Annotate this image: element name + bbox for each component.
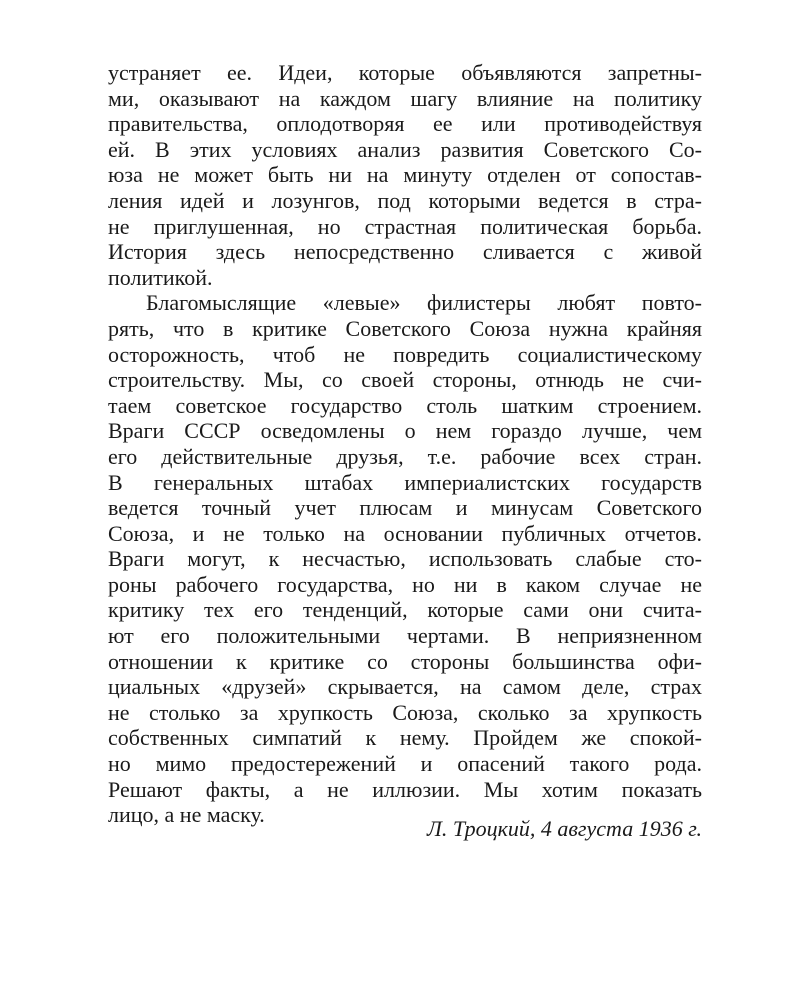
text-line: юза не может быть ни на минуту отделен от сопостав-: [108, 162, 702, 188]
text-line: рять, что в критике Советского Союза нужна крайняя: [108, 315, 702, 341]
text-line: Союза, и не только на основании публичных отчетов.: [108, 520, 702, 546]
text-line: лицо, а не маску.: [108, 802, 265, 828]
text-line: правительства, оплодотворяя ее или противодействуя: [108, 111, 702, 137]
text-line: не приглушенная, но страстная политическая борьба.: [108, 213, 702, 239]
text-line: его действительные друзья, т.е. рабочие всех стран.: [108, 443, 702, 469]
text-line: устраняет ее. Идеи, которые объявляются запретны-: [108, 60, 702, 85]
text-line: осторожность, чтоб не повредить социалистическому: [108, 341, 702, 367]
text-line: ют его положительными чертами. В неприязненном: [108, 623, 702, 649]
body-text: [108, 60, 702, 828]
text-line: История здесь непосредственно сливается с живой: [108, 239, 702, 265]
text-line: ми, оказывают на каждом шагу влияние на политику: [108, 85, 702, 111]
text-line: Решают факты, а не иллюзии. Мы хотим показать: [108, 776, 702, 802]
text-line: ведется точный учет плюсам и минусам Советского: [108, 495, 702, 521]
text-line: Благомыслящие «левые» филистеры любят повто-: [146, 290, 702, 316]
text-line: критику тех его тенденций, которые сами они счита-: [108, 597, 702, 623]
text-line: ления идей и лозунгов, под которыми ведется в стра-: [108, 187, 702, 213]
text-line: В генеральных штабах империалистских государств: [108, 469, 702, 495]
text-line: ей. В этих условиях анализ развития Советского Со-: [108, 136, 702, 162]
text-line: циальных «друзей» скрывается, на самом деле, страх: [108, 674, 702, 700]
text-line: строительству. Мы, со своей стороны, отнюдь не счи-: [108, 367, 702, 393]
author-signature: Л. Троцкий, 4 августа 1936 г.: [427, 816, 702, 841]
text-line: собственных симпатий к нему. Пройдем же спокой-: [108, 725, 702, 751]
text-line: но мимо предостережений и опасений такого рода.: [108, 751, 702, 777]
text-line: политикой.: [108, 264, 213, 290]
text-line: Враги могут, к несчастью, использовать слабые сто-: [108, 546, 702, 572]
paragraph-1: [108, 60, 702, 290]
text-line: не столько за хрупкость Союза, сколько за хрупкость: [108, 699, 702, 725]
text-line: таем советское государство столь шатким строением.: [108, 392, 702, 418]
text-line: Враги СССР осведомлены о нем гораздо лучше, чем: [108, 418, 702, 444]
text-line: роны рабочего государства, но ни в каком случае не: [108, 571, 702, 597]
paragraph-2: [108, 290, 702, 827]
text-line: отношении к критике со стороны большинства офи-: [108, 648, 702, 674]
